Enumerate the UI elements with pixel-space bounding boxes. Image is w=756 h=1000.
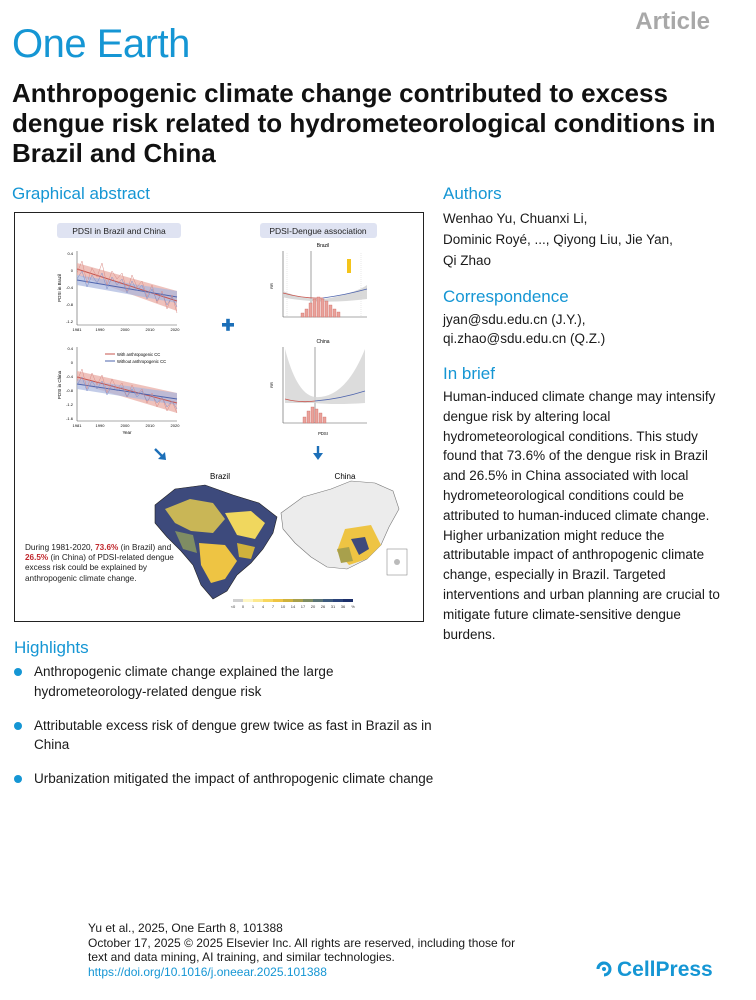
colorbar-tick: 1 <box>251 604 255 609</box>
xlabel-pdsi: PDSI <box>318 431 328 436</box>
ytick-china-4: -1.2 <box>66 402 73 407</box>
citation: Yu et al., 2025, One Earth 8, 101388 <box>88 921 283 935</box>
colorbar-swatch <box>333 599 343 602</box>
ytick-china-3: -0.8 <box>66 388 73 393</box>
arrow-down-icon <box>313 446 323 460</box>
date-rights: October 17, 2025 © 2025 Elsevier Inc. All rights are reserved, including those for text and data mining, AI training, and similar technologies. <box>88 935 516 964</box>
colorbar-swatch <box>273 599 283 602</box>
colorbar-tick: 17 <box>300 604 306 609</box>
colorbar-swatch <box>303 599 313 602</box>
legend-without-cc: Without anthropogenic CC <box>117 359 167 364</box>
ytick-china-2: -0.4 <box>66 374 73 379</box>
colorbar-tick: <0 <box>230 604 236 609</box>
highlights-heading: Highlights <box>14 638 89 657</box>
email-jyan[interactable]: jyan@sdu.edu.cn (J.Y.), <box>443 312 586 327</box>
xlabel-year: Year <box>122 430 132 435</box>
legend-with-cc: With anthropogenic CC <box>117 352 161 357</box>
cellpress-icon <box>594 959 614 979</box>
xtick-brazil-1: 1990 <box>95 327 105 332</box>
panel-left-title: PDSI in Brazil and China <box>72 226 166 236</box>
colorbar-swatch <box>343 599 353 602</box>
colorbar-swatch <box>253 599 263 602</box>
ytick-brazil-2: -0.4 <box>66 285 73 290</box>
colorbar-tick: 14 <box>290 604 296 609</box>
summary-suffix: (in China) of PDSI-related dengue excess risk could be explained by anthropogenic climate change. <box>25 553 174 583</box>
citation-footer <box>88 921 528 979</box>
xtick-china-0: 1981 <box>72 423 82 428</box>
china-map <box>281 481 407 575</box>
authors-heading: Authors <box>443 184 502 203</box>
china-percent: 26.5% <box>25 553 49 563</box>
article-title: Anthropogenic climate change contributed to excess dengue risk related to hydrometeorological conditions in Brazil and China <box>12 78 716 168</box>
association-label-china: China <box>316 339 330 345</box>
colorbar-tick: 4 <box>261 604 265 609</box>
authors-line-1[interactable]: Wenhao Yu, Chuanxi Li, <box>443 211 588 226</box>
colorbar-tick: 31 <box>330 604 336 609</box>
colorbar-swatch <box>293 599 303 602</box>
plus-icon <box>222 319 234 331</box>
ytick-china-5: -1.6 <box>66 416 73 421</box>
colorbar-tick: 0 <box>241 604 245 609</box>
map-colorbar <box>231 599 356 609</box>
authors-line-2[interactable]: Dominic Royé, ..., Qiyong Liu, Jie Yan, <box>443 232 673 247</box>
highlight-item: Attributable excess risk of dengue grew twice as fast in Brazil as in China <box>14 716 434 756</box>
bullet-icon <box>14 722 22 730</box>
xtick-china-2: 2000 <box>120 423 130 428</box>
graphical-abstract[interactable] <box>14 212 424 622</box>
highlights-list <box>14 662 434 803</box>
summary-mid: (in Brazil) and <box>120 543 172 552</box>
chart-pdsi-china <box>57 346 180 435</box>
rr-label-brazil: RR <box>269 283 274 289</box>
ylabel-brazil: PDSI in Brazil <box>57 274 62 302</box>
colorbar-tick: 10 <box>280 604 286 609</box>
colorbar-swatch <box>233 599 243 602</box>
xtick-brazil-3: 2010 <box>145 327 155 332</box>
colorbar-swatch <box>243 599 253 602</box>
xtick-brazil-4: 2020 <box>170 327 180 332</box>
highlight-item: Anthropogenic climate change explained the large hydrometeorology-related dengue risk <box>14 662 434 702</box>
chart-association-china <box>269 339 367 436</box>
in-brief-text: Human-induced climate change may intensify dengue risk by altering local hydrometeorological conditions. This study found that 73.6% of the dengue risk in Brazil and 26.5% in China associated with local hydrometeorological conditions could be attributed to human-induced climate change. Higher urbanization might reduce the attributable impact of anthropogenic climate change, especially in Brazil. Targeted interventions and urban planning are crucial to mitigate future climate-sensitive dengue burdens. <box>443 389 720 642</box>
publisher-name: CellPress <box>617 958 713 981</box>
panel-right-title: PDSI-Dengue association <box>269 226 367 236</box>
bullet-icon <box>14 775 22 783</box>
map-label-china: China <box>334 472 356 481</box>
colorbar-tick: 7 <box>271 604 275 609</box>
article-type-label: Article <box>635 8 710 35</box>
xtick-brazil-0: 1981 <box>72 327 82 332</box>
ytick-brazil-3: -0.8 <box>66 302 73 307</box>
xtick-china-4: 2020 <box>170 423 180 428</box>
correspondence-heading: Correspondence <box>443 287 569 306</box>
authors-line-3[interactable]: Qi Zhao <box>443 253 492 268</box>
colorbar-swatch <box>313 599 323 602</box>
authors-list <box>443 208 733 271</box>
chart-pdsi-brazil <box>57 251 180 332</box>
arrow-down-right-icon <box>155 449 166 460</box>
graphical-abstract-summary <box>25 543 185 584</box>
colorbar-tick: 26 <box>320 604 326 609</box>
cellpress-logo[interactable] <box>594 958 713 982</box>
rr-label-china: RR <box>269 382 274 388</box>
colorbar-swatch <box>283 599 293 602</box>
colorbar-tick: % <box>351 604 355 609</box>
colorbar-swatch <box>263 599 273 602</box>
summary-prefix: During 1981-2020, <box>25 543 93 552</box>
ytick-china-1: 0 <box>70 360 73 365</box>
chart-association-brazil <box>269 243 367 317</box>
brazil-percent: 73.6% <box>95 543 119 552</box>
map-label-brazil: Brazil <box>209 472 231 481</box>
doi-link[interactable]: https://doi.org/10.1016/j.oneear.2025.101388 <box>88 964 327 979</box>
xtick-china-3: 2010 <box>145 423 155 428</box>
association-label-brazil: Brazil <box>316 243 330 249</box>
email-qzhao[interactable]: qi.zhao@sdu.edu.cn (Q.Z.) <box>443 331 606 346</box>
ytick-brazil-1: 0 <box>70 268 73 273</box>
xtick-china-1: 1990 <box>95 423 105 428</box>
ytick-brazil-4: -1.2 <box>66 319 73 324</box>
highlight-item: Urbanization mitigated the impact of anthropogenic climate change <box>14 769 434 789</box>
ylabel-china: PDSI in China <box>57 370 62 400</box>
graphical-abstract-heading: Graphical abstract <box>12 184 150 203</box>
ytick-china-0: 0.4 <box>67 346 73 351</box>
journal-logo[interactable]: One Earth <box>12 22 190 66</box>
colorbar-swatch <box>323 599 333 602</box>
xtick-brazil-2: 2000 <box>120 327 130 332</box>
bullet-icon <box>14 668 22 676</box>
correspondence <box>443 310 605 348</box>
ytick-brazil-0: 0.4 <box>67 251 73 256</box>
colorbar-tick: 36 <box>340 604 346 609</box>
colorbar-tick: 20 <box>310 604 316 609</box>
in-brief-heading: In brief <box>443 364 495 383</box>
